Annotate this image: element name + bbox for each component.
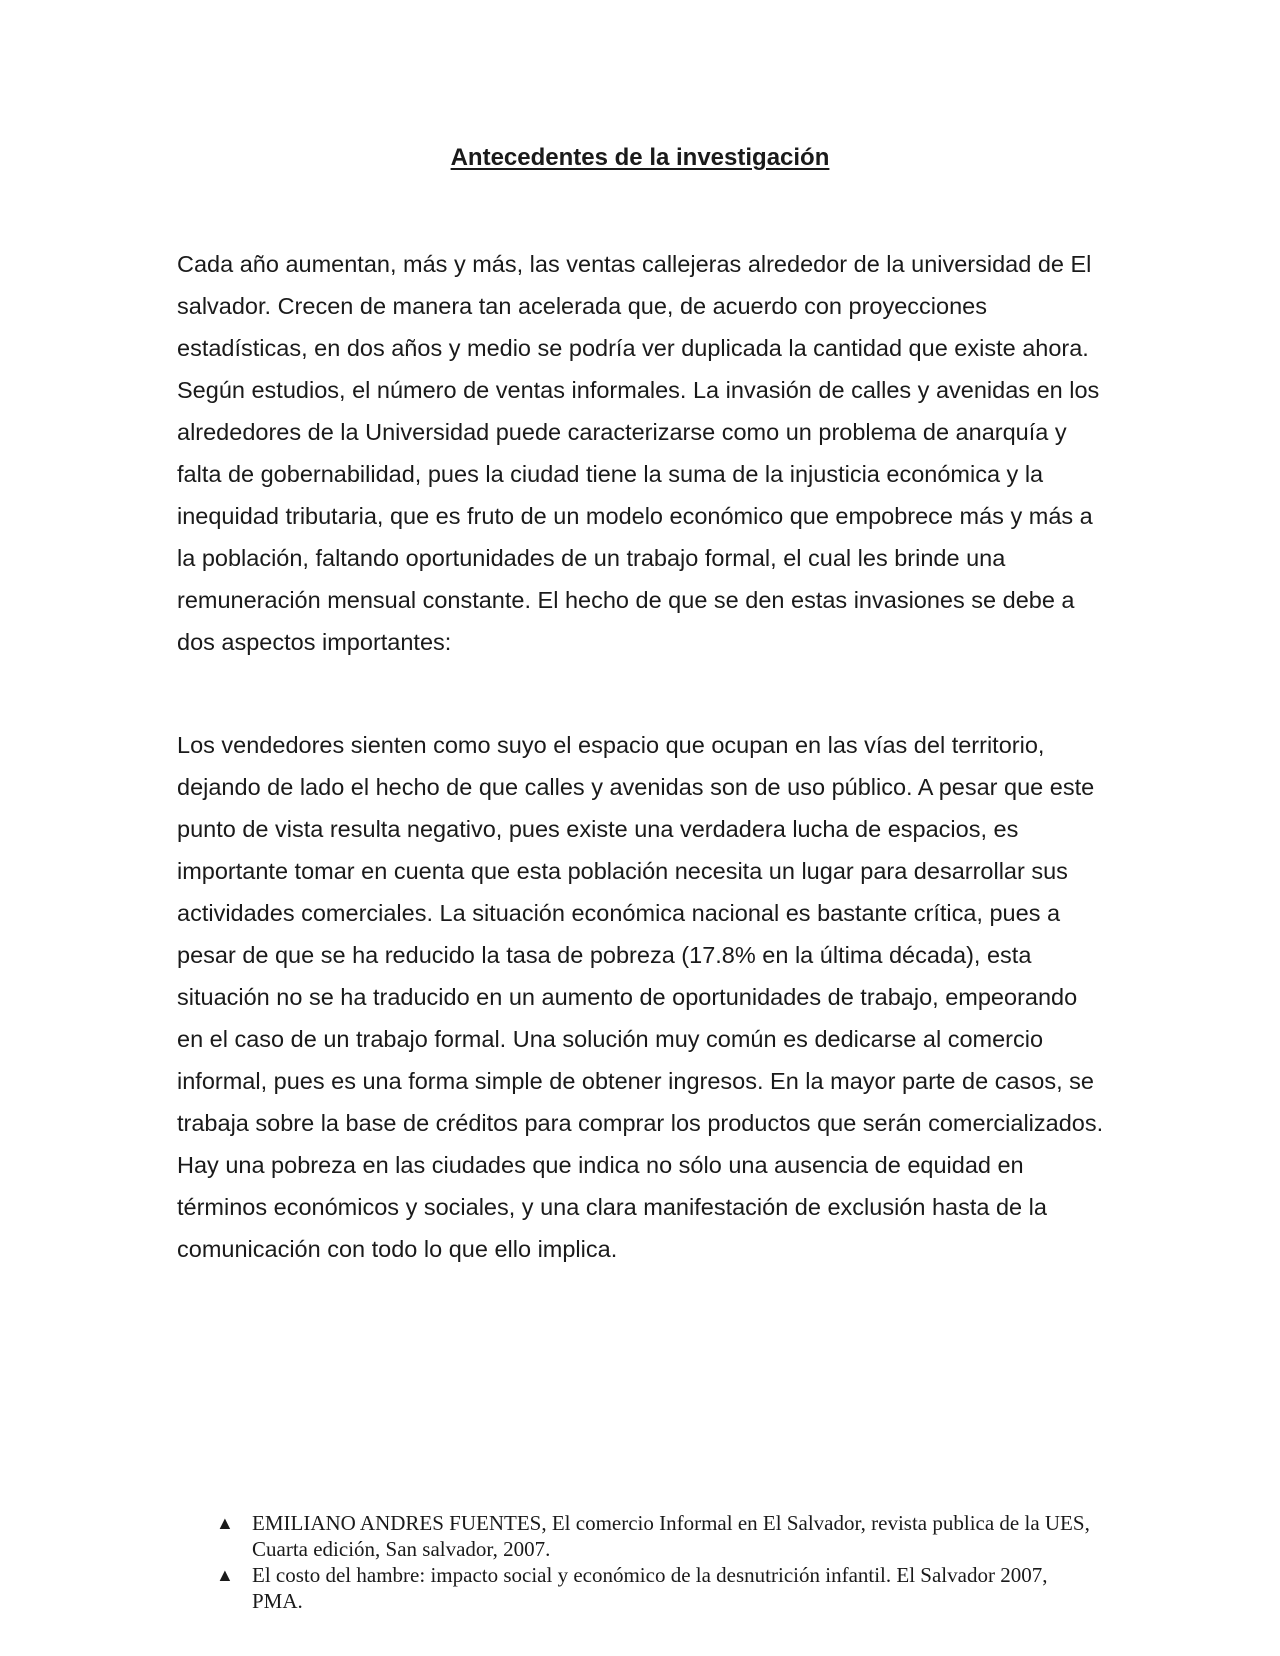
reference-text: EMILIANO ANDRES FUENTES, El comercio Informal en El Salvador, revista publica de la UES, Cuarta edición, San salvador, 2007. [252,1511,1090,1561]
paragraph-1: Cada año aumentan, más y más, las ventas callejeras alrededor de la universidad de El salvador. Crecen de manera tan acelerada que, de acuerdo con proyecciones estadísticas, en dos años y medio se podría ver duplicada la cantidad que existe ahora. Según estudios, el número de ventas informales. La invasión de calles y avenidas en los alrededores de la Universidad puede caracterizarse como un problema de anarquía y falta de gobernabilidad, pues la ciudad tiene la suma de la injusticia económica y la inequidad tributaria, que es fruto de un modelo económico que empobrece más y más a la población, faltando oportunidades de un trabajo formal, el cual les brinde una remuneración mensual constante. El hecho de que se den estas invasiones se debe a dos aspectos importantes: [177,251,1100,655]
paragraph-2: Los vendedores sienten como suyo el espacio que ocupan en las vías del territorio, dejando de lado el hecho de que calles y avenidas son de uso público. A pesar que este punto de vista resulta negativo, pues existe una verdadera lucha de espacios, es importante tomar en cuenta que esta población necesita un lugar para desarrollar sus actividades comerciales. La situación económica nacional es bastante crítica, pues a pesar de que se ha reducido la tasa de pobreza (17.8% en la última década), esta situación no se ha traducido en un aumento de oportunidades de trabajo, empeorando en el caso de un trabajo formal. Una solución muy común es dedicarse al comercio informal, pues es una forma simple de obtener ingresos. En la mayor parte de casos, se trabaja sobre la base de créditos para comprar los productos que serán comercializados. Hay una pobreza en las ciudades que indica no sólo una ausencia de equidad en términos económicos y sociales, y una clara manifestación de exclusión hasta de la comunicación con todo lo que ello implica. [177,732,1104,1262]
references-list [214,1510,1094,1614]
page-title: Antecedentes de la investigación [450,144,830,171]
reference-item [214,1562,1094,1614]
triangle-bullet-icon: ▲ [216,1513,234,1533]
reference-text: El costo del hambre: impacto social y económico de la desnutrición infantil. El Salvador 2007, PMA. [252,1563,1048,1613]
triangle-bullet-icon: ▲ [216,1565,234,1585]
reference-item [214,1510,1094,1562]
